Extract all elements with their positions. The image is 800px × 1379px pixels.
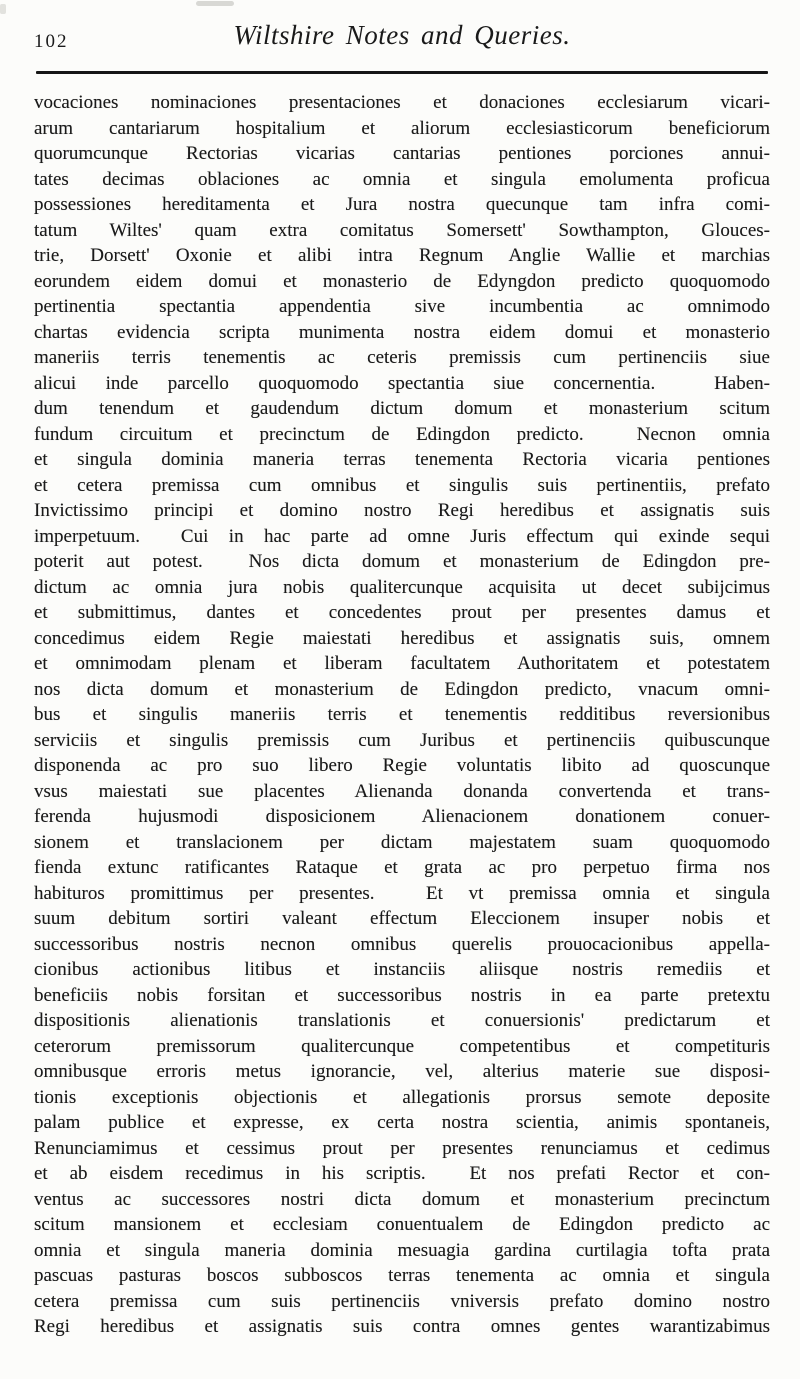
text-line: ventus ac successores nostri dicta domum et monasterium precinctum <box>34 1188 770 1210</box>
text-line: tatum Wiltes' quam extra comitatus Somersett' Sowthampton, Glouces- <box>34 219 770 241</box>
text-line: cetera premissa cum suis pertinenciis vniversis prefato domino nostro <box>34 1290 770 1312</box>
text-line: ceterorum premissorum qualitercunque competentibus et competituris <box>34 1035 770 1057</box>
text-line: Invictissimo principi et domino nostro Regi heredibus et assignatis suis <box>34 500 770 521</box>
text-line: pertinentia spectantia appendentia sive incumbentia ac omnimodo <box>34 296 770 317</box>
text-line: arum cantariarum hospitalium et aliorum ecclesiasticorum beneficiorum <box>34 117 770 139</box>
page-number: 102 <box>34 31 69 52</box>
text-line: bus et singulis maneriis terris et tenementis redditibus reversionibus <box>34 704 770 725</box>
text-line: alicui inde parcello quoquomodo spectantia siue concernentia. Haben- <box>34 372 770 394</box>
text-line: ferenda hujusmodi disposicionem Alienacionem donationem conuer- <box>34 806 770 827</box>
scan-smudge <box>0 4 6 14</box>
text-line: possessiones hereditamenta et Jura nostra quecunque tam infra comi- <box>34 194 770 215</box>
text-line: tates decimas oblaciones ac omnia et singula emolumenta proficua <box>34 168 770 190</box>
text-line: chartas evidencia scripta munimenta nostra eidem domui et monasterio <box>34 321 770 343</box>
text-line: quorumcunque Rectorias vicarias cantarias pentiones porciones annui- <box>34 143 770 164</box>
text-line: maneriis terris tenementis ac ceteris premissis cum pertinenciis siue <box>34 347 770 368</box>
text-line: omnibusque erroris metus ignorancie, vel, alterius materie sue disposi- <box>34 1061 770 1082</box>
scan-smudge <box>196 1 234 6</box>
text-line: suum debitum sortiri valeant effectum Eleccionem insuper nobis et <box>34 908 770 929</box>
text-line: dum tenendum et gaudendum dictum domum et monasterium scitum <box>34 398 770 419</box>
text-line: et omnimodam plenam et liberam facultatem Authoritatem et potestatem <box>34 653 770 674</box>
text-line: dispositionis alienationis translationis et conuersionis' predictarum et <box>34 1010 770 1031</box>
header-rule <box>36 71 768 74</box>
text-line: et singula dominia maneria terras tenementa Rectoria vicaria pentiones <box>34 449 770 470</box>
text-line: vsus maiestati sue placentes Alienanda donanda convertenda et trans- <box>34 780 770 802</box>
text-line: eorundem eidem domui et monasterio de Edyngdon predicto quoquomodo <box>34 270 770 292</box>
text-line: concedimus eidem Regie maiestati heredibus et assignatis suis, omnem <box>34 627 770 649</box>
text-line: beneficiis nobis forsitan et successoribus nostris in ea parte pretextu <box>34 984 770 1006</box>
text-line: omnia et singula maneria dominia mesuagia gardina curtilagia tofta prata <box>34 1239 770 1261</box>
page-header <box>34 20 770 64</box>
text-line: Renunciamimus et cessimus prout per presentes renunciamus et cedimus <box>34 1137 770 1159</box>
text-line: trie, Dorsett' Oxonie et alibi intra Regnum Anglie Wallie et marchias <box>34 245 770 266</box>
text-line: fienda extunc ratificantes Rataque et grata ac pro perpetuo firma nos <box>34 857 770 878</box>
text-line: habituros promittimus per presentes. Et vt premissa omnia et singula <box>34 882 770 904</box>
text-line: successoribus nostris necnon omnibus querelis prouocacionibus appella- <box>34 933 770 955</box>
text-line: et ab eisdem recedimus in his scriptis. Et nos prefati Rector et con- <box>34 1163 770 1184</box>
text-line: fundum circuitum et precinctum de Edingdon predicto. Necnon omnia <box>34 423 770 445</box>
document-text <box>34 90 770 1340</box>
text-line: vocaciones nominaciones presentaciones et donaciones ecclesiarum vicari- <box>34 92 770 113</box>
text-line: cionibus actionibus litibus et instanciis aliisque nostris remediis et <box>34 959 770 980</box>
text-line: serviciis et singulis premissis cum Juribus et pertinenciis quibuscunque <box>34 729 770 751</box>
text-line: poterit aut potest. Nos dicta domum et monasterium de Edingdon pre- <box>34 551 770 572</box>
text-line: nos dicta domum et monasterium de Edingdon predicto, vnacum omni- <box>34 678 770 700</box>
text-line: Regi heredibus et assignatis suis contra omnes gentes warantizabimus <box>34 1316 770 1337</box>
running-title: Wiltshire Notes and Queries. <box>233 20 571 50</box>
text-line: disponenda ac pro suo libero Regie voluntatis libito ad quoscunque <box>34 755 770 776</box>
text-line: sionem et translacionem per dictam majestatem suam quoquomodo <box>34 831 770 853</box>
text-line: tionis exceptionis objectionis et allegationis prorsus semote deposite <box>34 1086 770 1108</box>
text-line: palam publice et expresse, ex certa nostra scientia, animis spontaneis, <box>34 1112 770 1133</box>
text-line: pascuas pasturas boscos subboscos terras tenementa ac omnia et singula <box>34 1265 770 1286</box>
text-line: et submittimus, dantes et concedentes prout per presentes damus et <box>34 602 770 623</box>
text-line: scitum mansionem et ecclesiam conuentualem de Edingdon predicto ac <box>34 1214 770 1235</box>
text-line: imperpetuum. Cui in hac parte ad omne Juris effectum qui exinde sequi <box>34 525 770 547</box>
text-line: et cetera premissa cum omnibus et singulis suis pertinentiis, prefato <box>34 474 770 496</box>
text-line: dictum ac omnia jura nobis qualitercunque acquisita ut decet subijcimus <box>34 576 770 598</box>
